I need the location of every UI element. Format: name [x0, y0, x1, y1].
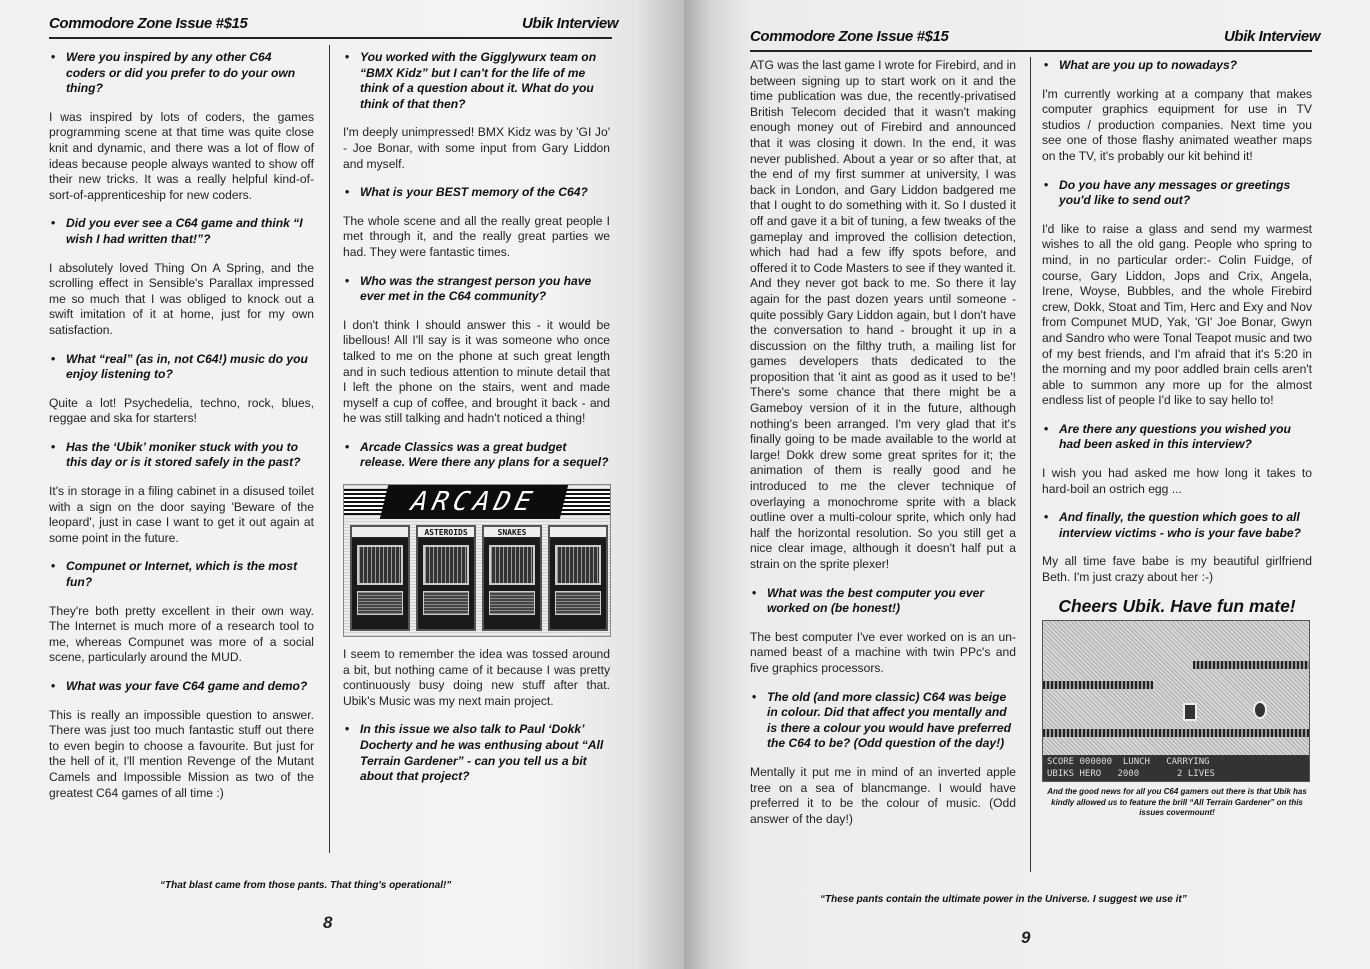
interview-answer: Quite a lot! Psychedelia, techno, rock, blues, reggae and ska for starters! [49, 395, 314, 426]
cabinet-panel [423, 591, 469, 615]
cabinet-screen [489, 545, 535, 585]
left-column-1 [49, 50, 314, 814]
arcade-classics-image [343, 484, 611, 637]
interview-answer: I seem to remember the idea was tossed around a bit, but nothing came of it because I was pretty continuously busy doing new stuff after that. Ubik's Music was my next main project. [343, 647, 610, 708]
right-column-divider [1030, 57, 1031, 872]
arcade-cabinet [548, 525, 608, 631]
interview-question: • You worked with the Gigglywurx team on “BMX Kidz” but I can't for the life of me think of a question about it. What do you think of that then? [343, 50, 610, 112]
interview-answer: I'd like to raise a glass and send my warmest wishes to all the old gang. People who spring to mind, in no particular order:- Colin Fuidge, of course, Gary Liddon, Jops and Crix, Angela, Irene, Woyse, Bubbles, and the whole Firebird crew, Dokk, Stoat and Tim, Herc and Exy and Nov from Compunet MUD, Yak, 'GI' Joe Bonar, Gwyn and Sandro who were Tonal Teapot music and two of my best friends, and I'm afraid that it's 5:20 in the morning and my poor addled brain cells aren't able to summon any more up for the almost endless list of people I'd like to say hello to! [1042, 221, 1312, 408]
left-page [0, 0, 684, 969]
interview-question: • Who was the strangest person you have ever met in the C64 community? [343, 274, 610, 305]
interview-question: • Are there any questions you wished you had been asked in this interview? [1042, 422, 1312, 453]
game-platform [1043, 729, 1310, 737]
arcade-cabinet [350, 525, 410, 631]
cabinet-panel [555, 591, 601, 615]
arcade-logo-text: ARCADE [380, 485, 568, 519]
interview-question: • What are you up to nowadays? [1042, 58, 1312, 74]
left-column-divider [329, 45, 330, 853]
interview-answer: My all time fave babe is my beautiful girlfriend Beth. I'm just crazy about her :-) [1042, 554, 1312, 585]
interview-answer: I'm currently working at a company that makes computer graphics equipment for use in TV studios / production companies. Next time you see one of those flashy animated weather maps on the TV, it's probably our kit behind it! [1042, 86, 1312, 163]
interview-question: • Did you ever see a C64 game and think “I wish I had written that!”? [49, 216, 314, 247]
game-caption: And the good news for all you C64 gamers out there is that Ubik has kindly allowed us to feature the brill “All Terrain Gardener” on this issues covermount! [1047, 787, 1307, 818]
right-column-2-items [1042, 58, 1312, 586]
interview-question: • Do you have any messages or greetings you'd like to send out? [1042, 178, 1312, 209]
interview-answer: ATG was the last game I wrote for Firebird, and in between signing up to start work on it and the time publication was due, the recently-privatised British Telecom decided that it wasn't making enough money out of Firebird and announced that it was closing it down. In the end, it was never published. About a year or so after that, at the end of my first summer at university, I was back in London, and Gary Liddon badgered me that I ought to do something with it. So I dusted it off and gave it a bit of tuning, a few tweaks of the gameplay and improved the collision detection, which had had a few iffy spots before, and offered it to Code Masters to see if they wanted it. And they never got back to me. So there it lay again for the past dozen years until someone - quite possibly Gary Liddon again, but I don't have the conversation to hand - brought it up in a discussion on the filthy truth, a mailing list for games developers thats dedicated to the proposition that 'it aint as good as it used to be'! There's some chance that there might be a Gameboy version of it in the future, although nothing's been arranged. I'm very glad that it's finally going to be made available to the world at large! Dokk drew some great sprites for it; the animation of them is really good and he introduced to me the clever technique of overlaying a monochrome sprite with a black outline over a multi-colour sprite, which only had half the horizontal resolution. So you still get a nice clear image, although it doesn't half put a strain on the sprite plexer! [750, 58, 1016, 571]
interview-question: • Arcade Classics was a great budget release. Were there any plans for a sequel? [343, 440, 610, 471]
right-header-rule [750, 50, 1312, 52]
interview-answer: Mentally it put me in mind of an inverted apple tree on a sea of blancmange. I would have preferred it to be the colour of music. (Odd answer of the day!) [750, 764, 1016, 826]
interview-question: • In this issue we also talk to Paul ‘Dokk’ Docherty and he was enthusing about “All Terrain Gardener” - can you tell us a bit about that project? [343, 722, 610, 784]
left-page-number: 8 [323, 913, 333, 932]
interview-question: • Were you inspired by any other C64 coders or did you prefer to do your own thing? [49, 50, 314, 97]
game-sprite [1253, 701, 1267, 719]
cabinet-marquee: SNAKES [484, 527, 540, 539]
cabinet-marquee: ASTEROIDS [418, 527, 474, 539]
game-platform [1193, 661, 1310, 669]
right-column-1 [750, 58, 1016, 840]
arcade-cabinet [416, 525, 476, 631]
interview-answer: I absolutely loved Thing On A Spring, and the scrolling effect in Sensible's Parallax impressed me so much that I was obliged to knock out a swift imitation of it at home, just for my own satisfaction. [49, 260, 314, 337]
interview-answer: I don't think I should answer this - it would be libellous! All I'll say is it was someone who once talked to me on the phone at such great length and in such tedious attention to minute detail that I left the phone on the stairs, went and made myself a cup of coffee, and brought it back - and he was still talking and hadn't noticed a thing! [343, 317, 610, 426]
left-header-title: Commodore Zone Issue #$15 [49, 15, 248, 32]
game-status-bar: SCORE 000000 LUNCH CARRYING UBIKS HERO 2000 2 LIVES [1043, 755, 1309, 781]
interview-question: • And finally, the question which goes to all interview victims - who is your fave babe? [1042, 510, 1312, 541]
left-footer-quote: “That blast came from those pants. That thing's operational!” [160, 880, 452, 891]
cheers-heading: Cheers Ubik. Have fun mate! [1058, 595, 1296, 616]
interview-answer: I wish you had asked me how long it takes to hard-boil an ostrich egg ... [1042, 466, 1312, 496]
right-header-section: Ubik Interview [1224, 28, 1321, 45]
cabinet-screen [555, 545, 601, 585]
interview-question: • The old (and more classic) C64 was beige in colour. Did that affect you mentally and is there a colour you would have preferred the C64 to be? (Odd question of the day!) [750, 690, 1016, 752]
game-screenshot [1042, 620, 1310, 782]
interview-answer: I'm deeply unimpressed! BMX Kidz was by 'GI Jo' - Joe Bonar, with some input from Gary Liddon and myself. [343, 125, 610, 171]
interview-question: • What was your fave C64 game and demo? [49, 679, 314, 695]
interview-answer: It's in storage in a filing cabinet in a disused toilet with a sign on the door saying 'Beware of the leopard', just in case I want to get it out again at some point in the future. [49, 484, 314, 545]
interview-question: • Compunet or Internet, which is the most fun? [49, 559, 314, 590]
left-header-section: Ubik Interview [522, 15, 619, 32]
cabinet-screen [357, 545, 403, 585]
cabinet-screen [423, 545, 469, 585]
interview-answer: The whole scene and all the really great people I met through it, and the really great parties we had. They were fantastic times. [343, 213, 610, 259]
interview-question: • Has the ‘Ubik’ moniker stuck with you to this day or is it stored safely in the past? [49, 440, 314, 471]
game-sprite [1183, 703, 1197, 721]
right-footer-quote: “These pants contain the ultimate power in the Universe. I suggest we use it” [820, 894, 1187, 905]
game-platform [1043, 681, 1153, 689]
interview-answer: I was inspired by lots of coders, the games programming scene at that time was quite close knit and dynamic, and there was a lot of flow of ideas because people always wanted to show off their new tricks. It was a really helpful kind-of-sort-of-apprenticeship for new coders. [49, 109, 314, 202]
interview-answer: This is really an impossible question to answer. There was just too much fantastic stuff out there to even begin to choose a favourite. But just for the hell of it, I'll mention Revenge of the Mutant Camels and Impossible Mission as two of the greatest C64 games of all time :) [49, 707, 314, 800]
left-header-rule [49, 37, 612, 39]
cabinet-panel [489, 591, 535, 615]
interview-question: • What was the best computer you ever worked on (be honest!) [750, 586, 1016, 617]
cabinet-panel [357, 591, 403, 615]
left-column-2 [343, 50, 610, 798]
interview-answer: The best computer I've ever worked on is an un-named beast of a machine with twin PPc's and five graphics processors. [750, 629, 1016, 675]
interview-answer: They're both pretty excellent in their own way. The Internet is much more of a research tool to me, whereas Compunet was more of a social scene, particularly around the MUD. [49, 603, 314, 665]
interview-question: • What “real” (as in, not C64!) music do you enjoy listening to? [49, 352, 314, 383]
cabinet-marquee [550, 527, 606, 539]
right-page-number: 9 [1021, 928, 1031, 947]
cabinet-marquee [352, 527, 408, 539]
right-header-title: Commodore Zone Issue #$15 [750, 28, 949, 45]
interview-question: • What is your BEST memory of the C64? [343, 185, 610, 201]
right-page [684, 0, 1370, 969]
arcade-cabinet [482, 525, 542, 631]
right-column-2 [1042, 58, 1312, 819]
